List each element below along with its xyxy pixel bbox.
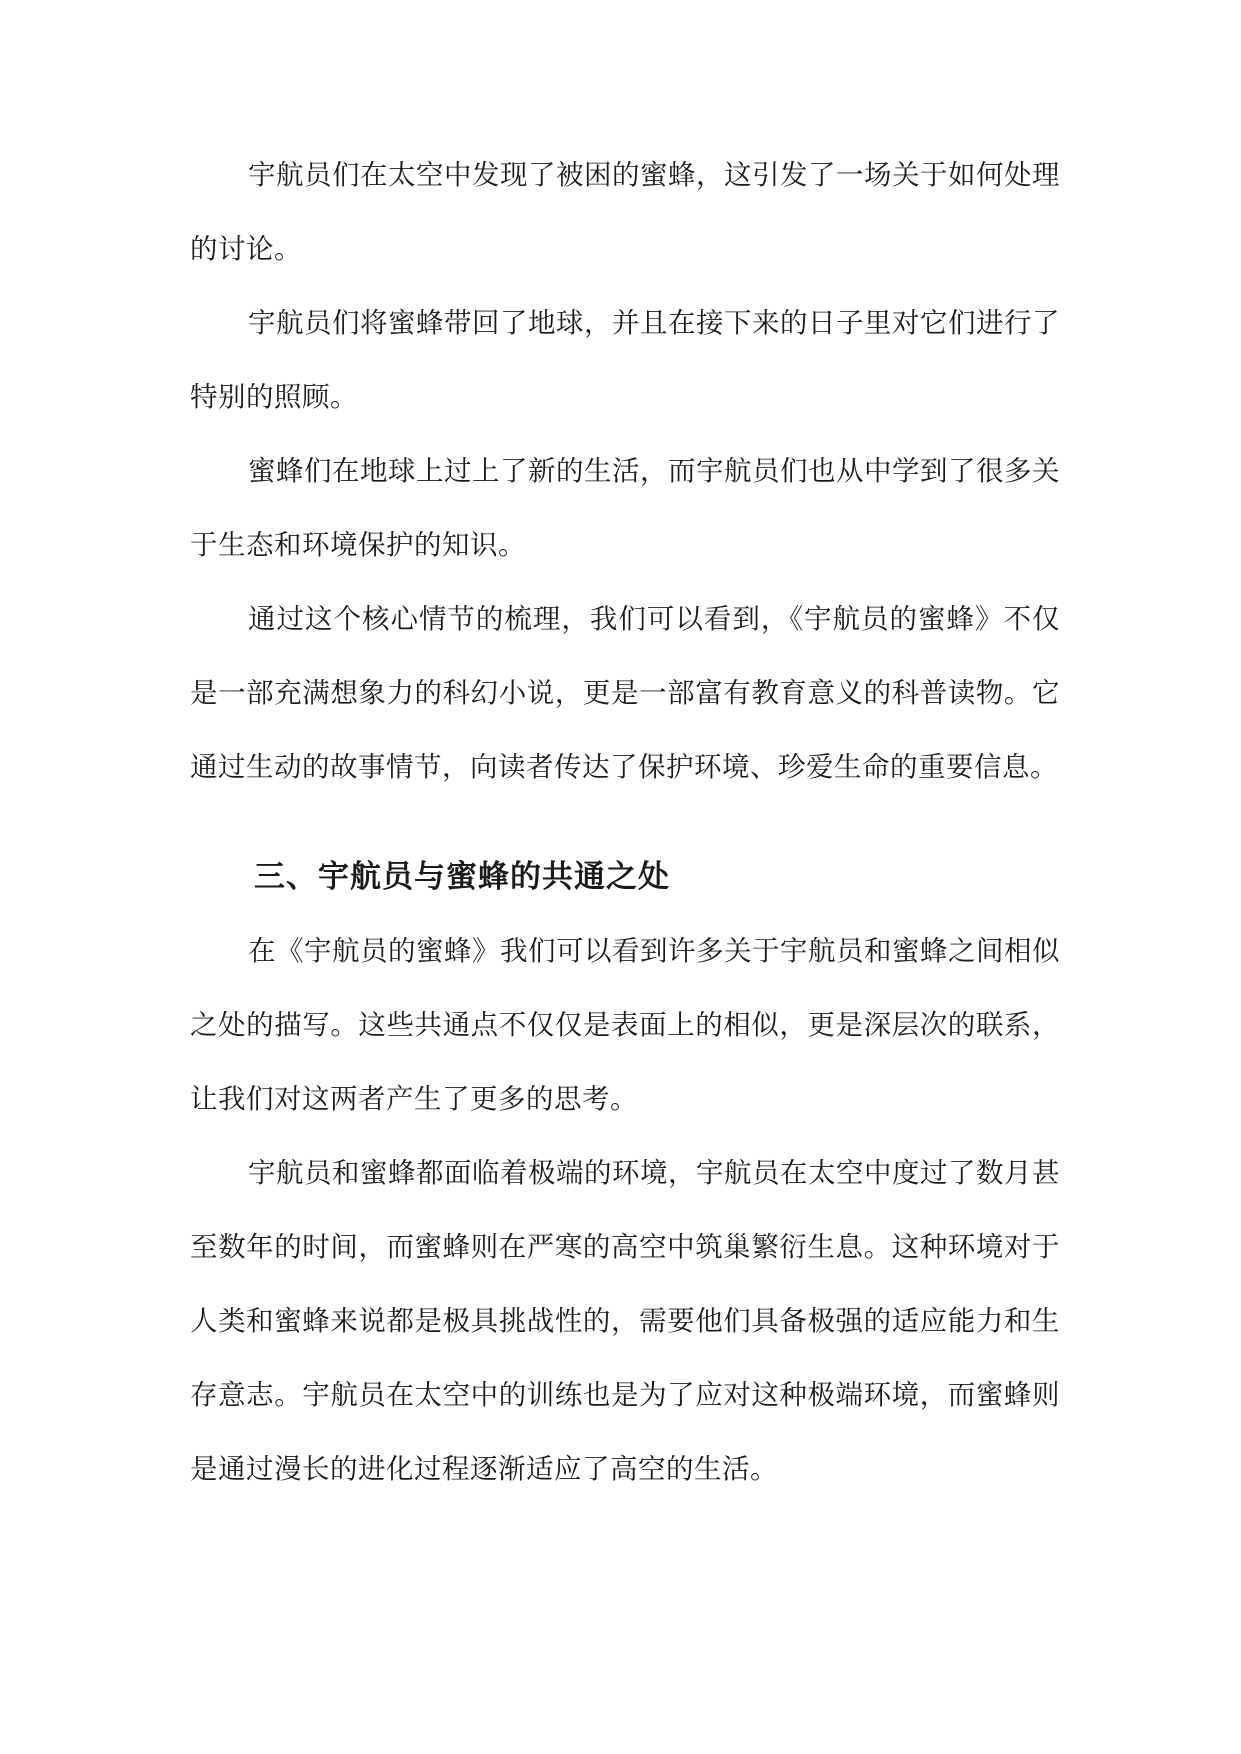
paragraph: 通过这个核心情节的梳理，我们可以看到，《宇航员的蜜蜂》不仅是一部充满想象力的科幻小说，更是一部富有教育意义的科普读物。它通过生动的故事情节，向读者传达了保护环境、珍爱生命的重要信息。 [190,603,1060,783]
paragraph: 宇航员们在太空中发现了被困的蜜蜂，这引发了一场关于如何处理的讨论。 [190,159,1060,265]
paragraph: 蜜蜂们在地球上过上了新的生活，而宇航员们也从中学到了很多关于生态和环境保护的知识。 [190,455,1060,561]
paragraph: 在《宇航员的蜜蜂》我们可以看到许多关于宇航员和蜜蜂之间相似之处的描写。这些共通点不仅仅是表面上的相似，更是深层次的联系，让我们对这两者产生了更多的思考。 [190,935,1060,1115]
paragraph: 宇航员们将蜜蜂带回了地球，并且在接下来的日子里对它们进行了特别的照顾。 [190,307,1060,413]
paragraph: 宇航员和蜜蜂都面临着极端的环境，宇航员在太空中度过了数月甚至数年的时间，而蜜蜂则在严寒的高空中筑巢繁衍生息。这种环境对于人类和蜜蜂来说都是极具挑战性的，需要他们具备极强的适应能力和生存意志。宇航员在太空中的训练也是为了应对这种极端环境，而蜜蜂则是通过漫长的进化过程逐渐适应了高空的生活。 [190,1157,1060,1485]
document-body [190,138,1060,1506]
section-heading: 三、宇航员与蜜蜂的共通之处 [254,859,670,895]
